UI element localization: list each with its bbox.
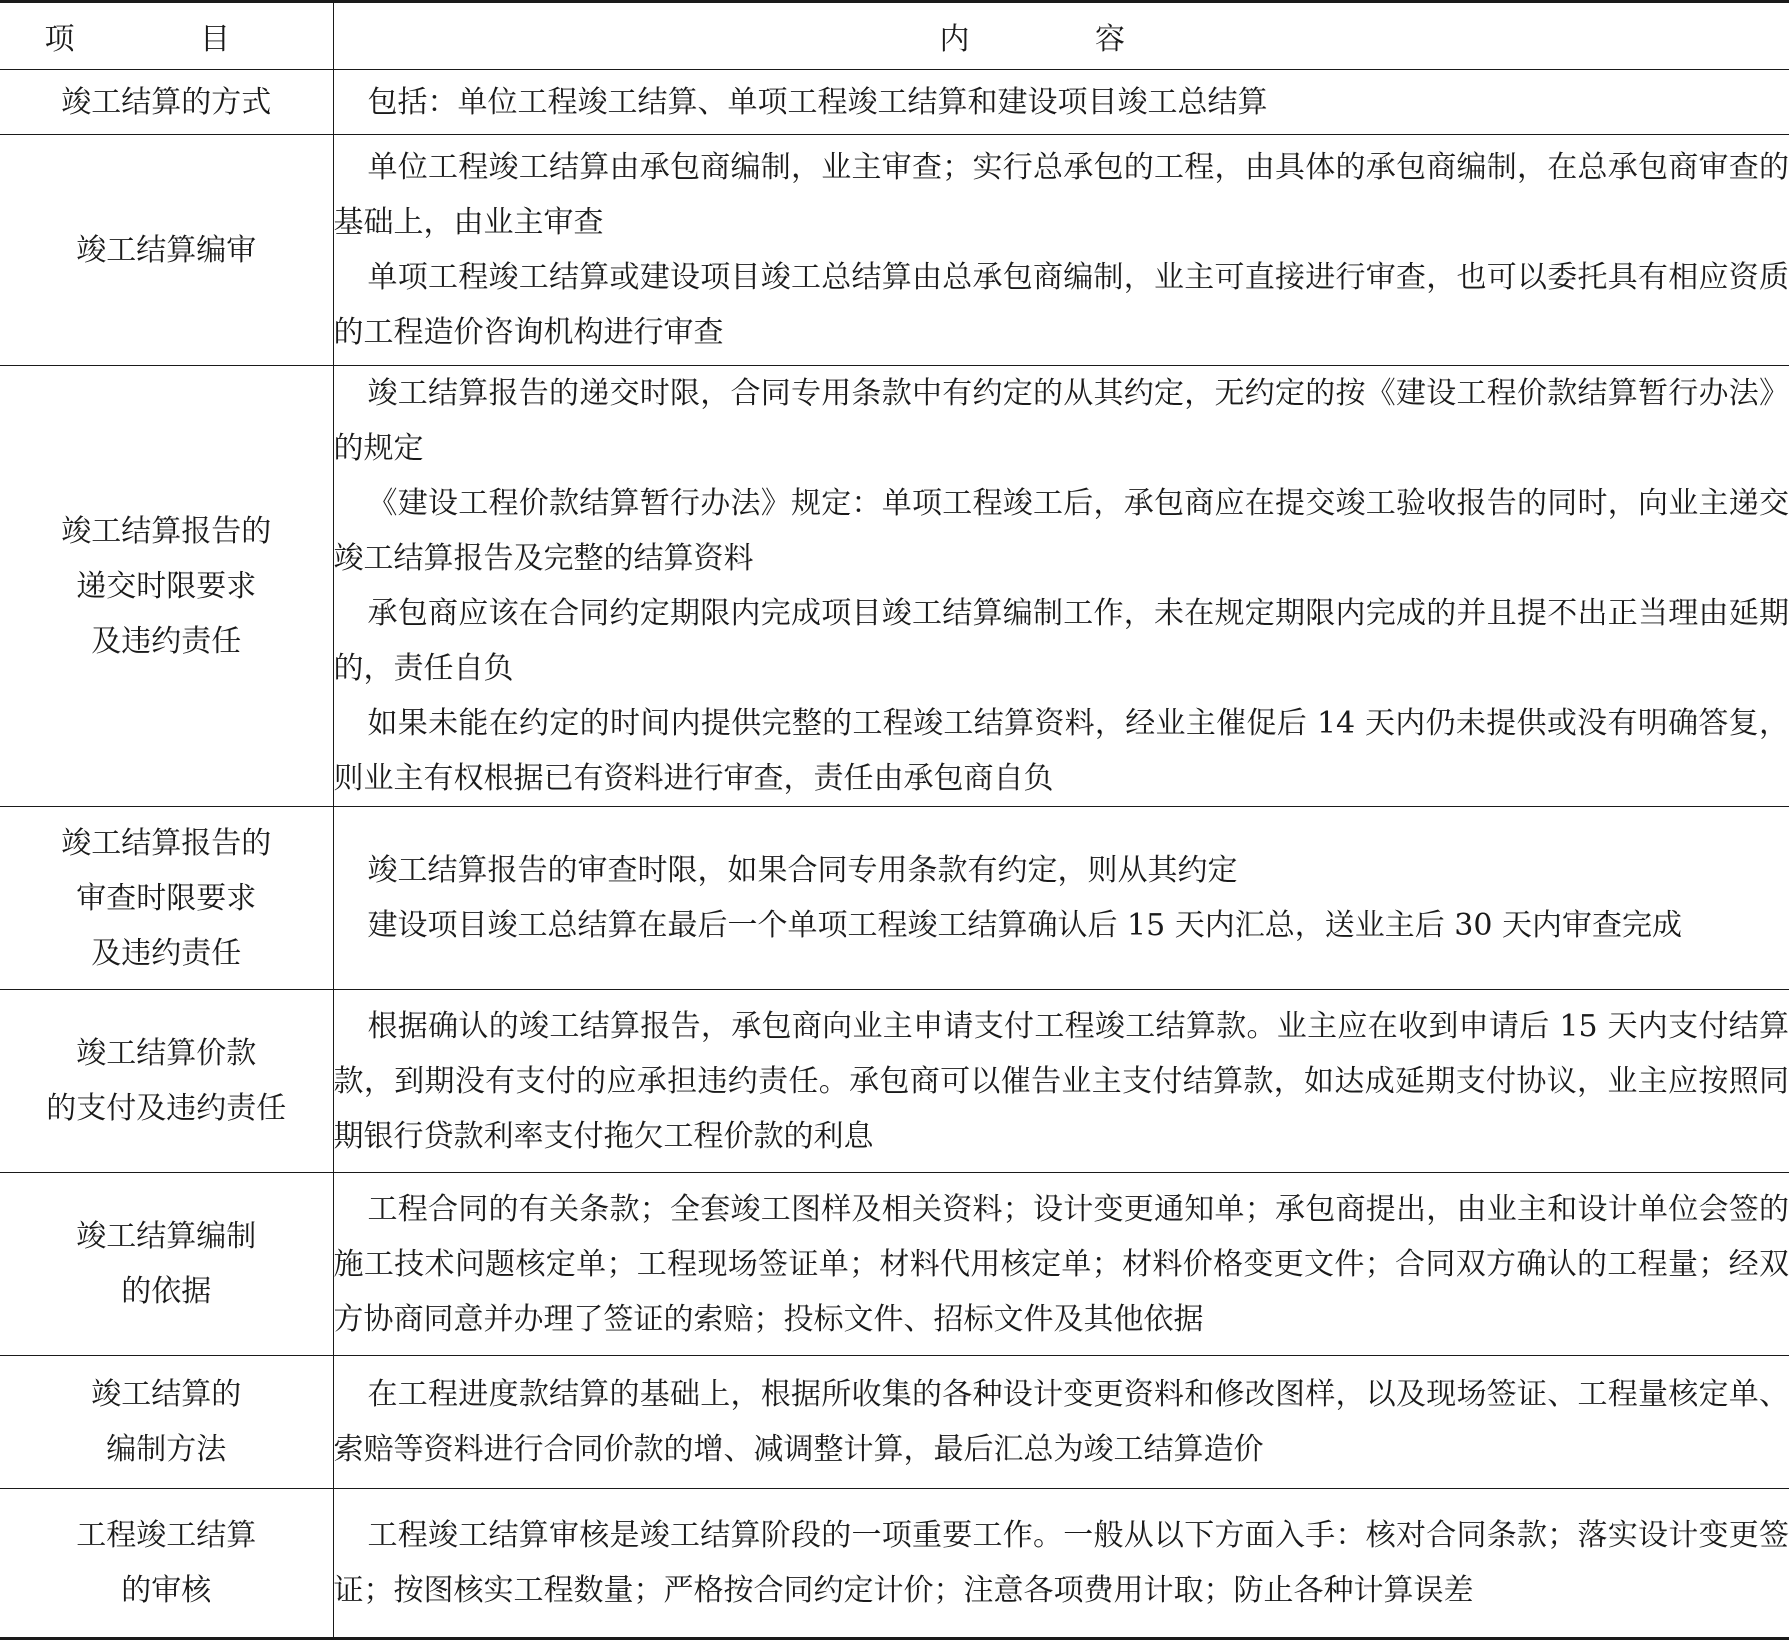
table-row [0,1356,1789,1489]
content-paragraph: 承包商应该在合同约定期限内完成项目竣工结算编制工作，未在规定期限内完成的并且提不出正当理由延期的，责任自负 [334,586,1789,696]
content-paragraph: 包括：单位工程竣工结算、单项工程竣工结算和建设项目竣工总结算 [334,75,1789,130]
row-content [333,807,1789,990]
header-item: 项 目 [0,2,333,70]
row-content [333,135,1789,366]
row-label: 工程竣工结算 的审核 [0,1489,333,1639]
row-label: 竣工结算的方式 [0,70,333,135]
table-row [0,70,1789,135]
content-paragraph: 《建设工程价款结算暂行办法》规定：单项工程竣工后，承包商应在提交竣工验收报告的同时，向业主递交竣工结算报告及完整的结算资料 [334,476,1789,586]
table-row [0,1173,1789,1356]
content-paragraph: 工程竣工结算审核是竣工结算阶段的一项重要工作。一般从以下方面入手：核对合同条款；落实设计变更签证；按图核实工程数量；严格按合同约定计价；注意各项费用计取；防止各种计算误差 [334,1508,1789,1618]
content-paragraph: 根据确认的竣工结算报告，承包商向业主申请支付工程竣工结算款。业主应在收到申请后 15 天内支付结算款，到期没有支付的应承担违约责任。承包商可以催告业主支付结算款，如达成延期支付协议，业主应按照同期银行贷款利率支付拖欠工程价款的利息 [334,999,1789,1164]
content-paragraph: 建设项目竣工总结算在最后一个单项工程竣工结算确认后 15 天内汇总，送业主后 30 天内审查完成 [334,898,1789,953]
row-content [333,70,1789,135]
row-content [333,366,1789,807]
row-content [333,1356,1789,1489]
row-label: 竣工结算报告的 递交时限要求 及违约责任 [0,366,333,807]
table-row [0,807,1789,990]
content-paragraph: 如果未能在约定的时间内提供完整的工程竣工结算资料，经业主催促后 14 天内仍未提供或没有明确答复，则业主有权根据已有资料进行审查，责任由承包商自负 [334,696,1789,806]
table-row [0,366,1789,807]
content-paragraph: 在工程进度款结算的基础上，根据所收集的各种设计变更资料和修改图样，以及现场签证、工程量核定单、索赔等资料进行合同价款的增、减调整计算，最后汇总为竣工结算造价 [334,1367,1789,1477]
row-content [333,1173,1789,1356]
row-label: 竣工结算报告的 审查时限要求 及违约责任 [0,807,333,990]
content-paragraph: 工程合同的有关条款；全套竣工图样及相关资料；设计变更通知单；承包商提出，由业主和设计单位会签的施工技术问题核定单；工程现场签证单；材料代用核定单；材料价格变更文件；合同双方确认的工程量；经双方协商同意并办理了签证的索赔；投标文件、招标文件及其他依据 [334,1182,1789,1347]
row-label: 竣工结算编制 的依据 [0,1173,333,1356]
table-row [0,135,1789,366]
row-label: 竣工结算编审 [0,135,333,366]
content-paragraph: 竣工结算报告的审查时限，如果合同专用条款有约定，则从其约定 [334,843,1789,898]
content-paragraph: 竣工结算报告的递交时限，合同专用条款中有约定的从其约定，无约定的按《建设工程价款结算暂行办法》的规定 [334,366,1789,476]
table-row [0,990,1789,1173]
content-paragraph: 单位工程竣工结算由承包商编制，业主审查；实行总承包的工程，由具体的承包商编制，在总承包商审查的基础上，由业主审查 [334,140,1789,250]
row-content [333,990,1789,1173]
table-row [0,1489,1789,1639]
header-row [0,2,1789,70]
row-content [333,1489,1789,1639]
header-content: 内 容 [333,2,1789,70]
content-paragraph: 单项工程竣工结算或建设项目竣工总结算由总承包商编制，业主可直接进行审查，也可以委托具有相应资质的工程造价咨询机构进行审查 [334,250,1789,360]
row-label: 竣工结算的 编制方法 [0,1356,333,1489]
row-label: 竣工结算价款 的支付及违约责任 [0,990,333,1173]
